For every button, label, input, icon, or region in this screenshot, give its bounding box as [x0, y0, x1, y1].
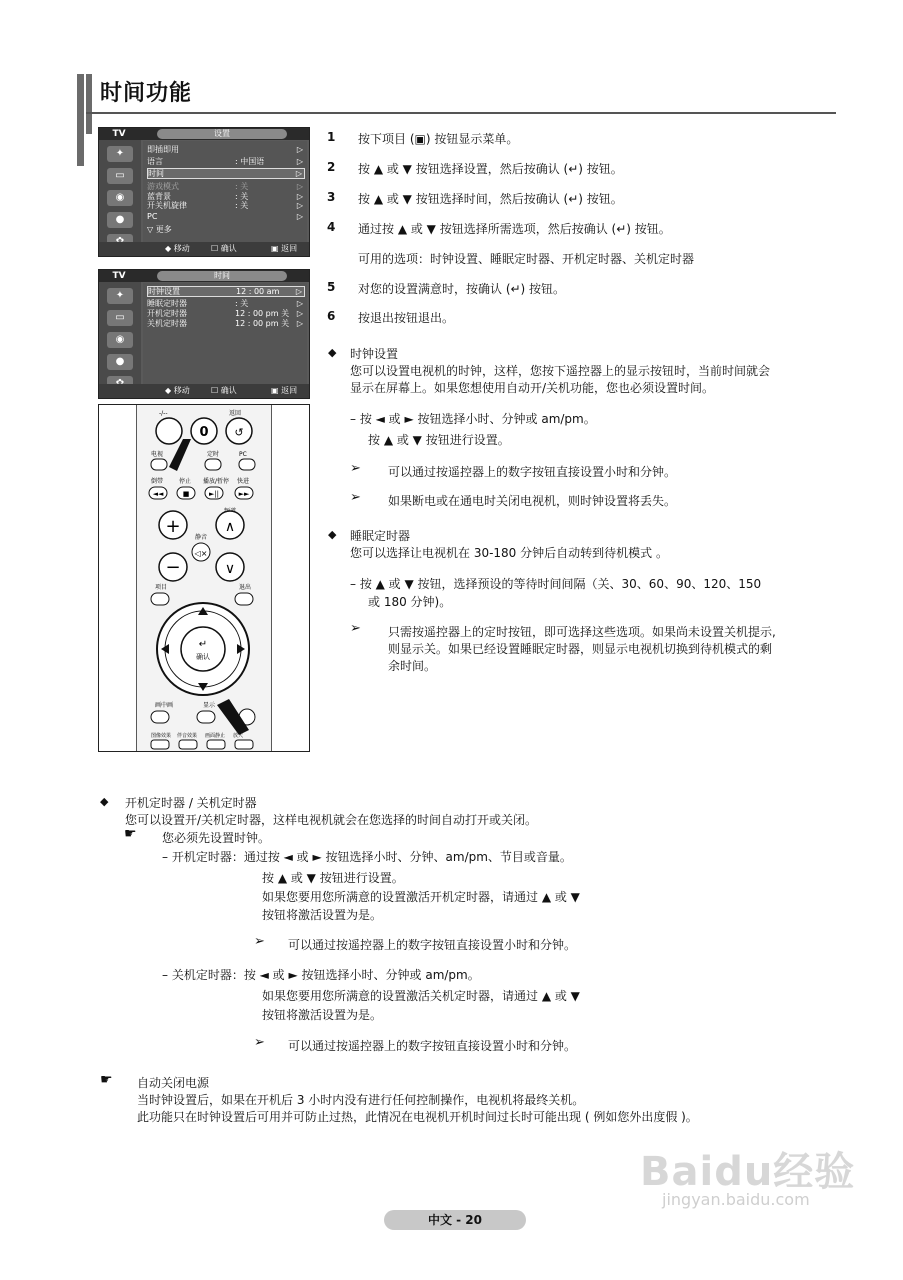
sleep-note: 只需按遥控器上的定时按钮，即可选择这些选项。如果尚未设置关机提示, [388, 625, 776, 639]
svg-text:►||: ►|| [208, 490, 220, 498]
menu-row-arrow: ▷ [296, 157, 303, 166]
step-text: 按下项目 (▣) 按钮显示菜单。 [358, 132, 519, 146]
step-number: 3 [327, 190, 336, 204]
svg-text:►►: ►► [238, 490, 250, 498]
tv-key-label: 电视 [151, 451, 164, 458]
onoff-heading: 开机定时器 / 关机定时器 [125, 796, 257, 810]
clock-note: 如果断电或在通电时关闭电视机，则时钟设置将丢失。 [388, 494, 677, 508]
hand-pointer-icon: ☛ [124, 826, 137, 842]
menu-row-arrow: ▷ [296, 182, 303, 191]
stop-label: 停止 [179, 478, 192, 485]
sleep-desc: 您可以选择让电视机在 30-180 分钟后自动转到待机模式 。 [350, 546, 668, 560]
menu-key-label: 项目 [155, 584, 168, 591]
pre-label: -/-- [159, 410, 168, 417]
menu-row-value: : 关 [235, 182, 249, 191]
ff-label: 快进 [237, 478, 250, 485]
svg-text:−: − [165, 557, 181, 578]
step-text: 可用的选项：时钟设置、睡眠定时器、开机定时器、关机定时器 [358, 252, 695, 266]
menu-row-value: 12 : 00 am [236, 287, 280, 296]
baidu-watermark-url: jingyan.baidu.com [662, 1190, 810, 1209]
menu-row-arrow: ▷ [296, 212, 303, 221]
step-number: 2 [327, 160, 336, 174]
svg-text:↵: ↵ [198, 639, 208, 650]
step-text: 按 ▲ 或 ▼ 按钮选择设置，然后按确认 (↵) 按钮。 [358, 162, 623, 176]
info-label: 显示 [203, 702, 216, 709]
play-label: 播放/暂停 [203, 478, 230, 485]
setup-menu-screenshot [98, 127, 310, 257]
move-hint: ◆ 移动 [165, 386, 190, 395]
step-number: 5 [327, 280, 336, 294]
pc-key-label: PC [239, 451, 247, 458]
hand-pointer-icon: ☛ [100, 1072, 113, 1088]
sleep-instruction: – 按 ▲ 或 ▼ 按钮，选择预设的等待时间间隔（关、30、60、90、120、150 [350, 577, 762, 591]
menu-title: 设置 [157, 129, 287, 139]
channel-icon: ◉ [107, 190, 133, 206]
step-text: 按退出按钮退出。 [358, 311, 455, 325]
menu-row-label: 语言 [147, 157, 163, 166]
clock-note: 可以通过按遥控器上的数字按钮直接设置小时和分钟。 [388, 465, 677, 479]
still-label: 画面静止 [205, 733, 226, 739]
clock-heading: 时钟设置 [350, 347, 399, 361]
on-timer-instruction: 按 ▲ 或 ▼ 按钮进行设置。 [262, 871, 404, 885]
back-hint: ▣ 返回 [271, 386, 298, 395]
page-title: 时间功能 [100, 81, 193, 106]
pmode-label: 图像效果 [151, 733, 172, 739]
svg-text:◄◄: ◄◄ [152, 490, 164, 498]
menu-row-arrow: ▷ [296, 145, 303, 154]
menu-row [147, 299, 305, 308]
on-timer-instruction: 如果您要用您所满意的设置激活开机定时器，请通过 ▲ 或 ▼ [262, 890, 580, 904]
menu-row [147, 286, 305, 297]
step-number: 4 [327, 220, 336, 234]
menu-row [147, 212, 305, 221]
tv-label: TV [112, 271, 126, 281]
menu-row-label: PC [147, 212, 158, 221]
menu-row [147, 201, 305, 210]
step-number: 1 [327, 130, 336, 144]
off-timer-instruction: 如果您要用您所满意的设置激活关机定时器，请通过 ▲ 或 ▼ [262, 989, 580, 1003]
sound-icon: ▭ [107, 168, 133, 184]
menu-row [147, 319, 305, 328]
menu-row-arrow: ▷ [296, 309, 303, 318]
title-bar-decoration [77, 74, 84, 166]
on-timer-instruction: 按钮将激活设置为是。 [262, 908, 383, 922]
menu-row [147, 145, 305, 154]
menu-row [147, 157, 305, 166]
clock-desc: 显示在屏幕上。如果您想使用自动开/关机功能，您也必须设置时间。 [350, 381, 715, 395]
note-arrow-icon: ➢ [254, 1035, 265, 1050]
zoom-label: 放大 [233, 733, 244, 739]
note-arrow-icon: ➢ [350, 461, 361, 476]
back-hint: ▣ 返回 [271, 244, 298, 253]
enter-hint: ☐ 确认 [211, 244, 237, 253]
note-arrow-icon: ➢ [350, 621, 361, 636]
auto-off-heading: 自动关闭电源 [137, 1076, 210, 1090]
sound-icon: ▭ [107, 310, 133, 326]
on-timer-instruction: – 开机定时器：通过按 ◄ 或 ► 按钮选择小时、分钟、am/pm、节目或音量。 [162, 850, 572, 864]
timer-key-label: 定时 [207, 451, 220, 458]
exit-key-label: 退出 [239, 584, 252, 591]
off-timer-note: 可以通过按遥控器上的数字按钮直接设置小时和分钟。 [288, 1039, 577, 1053]
enter-key-label: 确认 [196, 653, 210, 661]
enter-hint: ☐ 确认 [211, 386, 237, 395]
menu-row-label: ▽ 更多 [147, 225, 172, 234]
menu-row-value: : 关 [235, 192, 249, 201]
bullet-icon: ◆ [328, 346, 337, 359]
time-menu-screenshot [98, 269, 310, 399]
auto-off-desc: 此功能只在时钟设置后可用并可防止过热，此情况在电视机开机时间过长时可能出现 ( 例如您外出度假 )。 [137, 1110, 698, 1124]
on-timer-note: 可以通过按遥控器上的数字按钮直接设置小时和分钟。 [288, 938, 577, 952]
menu-row-value: : 中国语 [235, 157, 265, 166]
menu-row-label: 开关机旋律 [147, 201, 187, 210]
baidu-watermark-logo: Baidu经验 [640, 1149, 856, 1195]
menu-row-label: 睡眠定时器 [147, 299, 187, 308]
rew-label: 倒带 [151, 478, 164, 485]
bullet-icon: ◆ [328, 528, 337, 541]
onoff-desc: 您可以设置开/关机定时器，这样电视机就会在您选择的时间自动打开或关闭。 [125, 813, 538, 827]
sleep-note: 则显示关。如果已经设置睡眠定时器，则显示电视机切换到待机模式的剩 [388, 642, 773, 656]
onoff-hand-note: 您必须先设置时钟。 [162, 831, 271, 845]
menu-row-arrow: ▷ [296, 319, 303, 328]
menu-row-label: 游戏模式 [147, 182, 179, 191]
menu-row-label: 时钟设置 [148, 287, 180, 296]
menu-row [147, 168, 305, 179]
off-timer-instruction: 按钮将激活设置为是。 [262, 1008, 383, 1022]
off-timer-instruction: – 关机定时器：按 ◄ 或 ► 按钮选择小时、分钟或 am/pm。 [162, 968, 480, 982]
setup-icon: ● [107, 354, 133, 370]
menu-row-arrow: ▷ [296, 299, 303, 308]
menu-row-arrow: ▷ [295, 287, 302, 296]
step-number: 6 [327, 309, 336, 323]
bullet-icon: ◆ [100, 795, 109, 808]
clock-instruction: – 按 ◄ 或 ► 按钮选择小时、分钟或 am/pm。 [350, 412, 596, 426]
menu-row-value: 12 : 00 pm 关 [235, 309, 290, 318]
note-arrow-icon: ➢ [350, 490, 361, 505]
svg-text:◁×: ◁× [194, 549, 208, 558]
channel-icon: ◉ [107, 332, 133, 348]
clock-instruction: 按 ▲ 或 ▼ 按钮进行设置。 [368, 433, 510, 447]
smode-label: 伴音效果 [177, 733, 198, 739]
tv-label: TV [112, 129, 126, 139]
menu-row [147, 192, 305, 201]
menu-row [147, 182, 305, 191]
picture-icon: ✦ [107, 288, 133, 304]
move-hint: ◆ 移动 [165, 244, 190, 253]
menu-row-arrow: ▷ [296, 201, 303, 210]
step-text: 按 ▲ 或 ▼ 按钮选择时间，然后按确认 (↵) 按钮。 [358, 192, 623, 206]
svg-text:∧: ∧ [224, 519, 236, 535]
svg-text:■: ■ [182, 490, 190, 498]
svg-text:∨: ∨ [224, 561, 236, 577]
menu-row-label: 蓝背景 [147, 192, 171, 201]
menu-row-arrow: ▷ [295, 169, 302, 178]
title-bar-decoration [86, 74, 92, 134]
step-text: 对您的设置满意时，按确认 (↵) 按钮。 [358, 282, 566, 296]
auto-off-desc: 当时钟设置后，如果在开机后 3 小时内没有进行任何控制操作，电视机将最终关机。 [137, 1093, 585, 1107]
menu-row [147, 225, 305, 234]
menu-row-value: : 关 [235, 201, 249, 210]
title-underline [86, 112, 836, 114]
mute-label: 静音 [195, 534, 208, 541]
clock-desc: 您可以设置电视机的时钟，这样，您按下遥控器上的显示按钮时，当前时间就会 [350, 364, 771, 378]
menu-row-label: 关机定时器 [147, 319, 187, 328]
setup-icon: ● [107, 212, 133, 228]
zero-key-label: 0 [199, 425, 209, 440]
menu-row-label: 时间 [148, 169, 164, 178]
menu-row-label: 即插即用 [147, 145, 179, 154]
sleep-note: 余时间。 [388, 659, 437, 673]
prech-label: 返回 [229, 410, 242, 417]
menu-row-value: 12 : 00 pm 关 [235, 319, 290, 328]
menu-row [147, 309, 305, 318]
step-text: 通过按 ▲ 或 ▼ 按钮选择所需选项，然后按确认 (↵) 按钮。 [358, 222, 671, 236]
menu-row-value: : 关 [235, 299, 249, 308]
menu-title: 时间 [157, 271, 287, 281]
picture-icon: ✦ [107, 146, 133, 162]
sleep-instruction: 或 180 分钟)。 [368, 595, 452, 609]
menu-row-label: 开机定时器 [147, 309, 187, 318]
svg-text:↺: ↺ [234, 426, 244, 439]
pip-label: 画中画 [155, 702, 174, 709]
sleep-heading: 睡眠定时器 [350, 529, 411, 543]
svg-text:+: + [165, 516, 181, 537]
page-number: 中文 - 20 [384, 1210, 526, 1230]
menu-row-arrow: ▷ [296, 192, 303, 201]
note-arrow-icon: ➢ [254, 934, 265, 949]
remote-control-illustration [98, 404, 310, 752]
